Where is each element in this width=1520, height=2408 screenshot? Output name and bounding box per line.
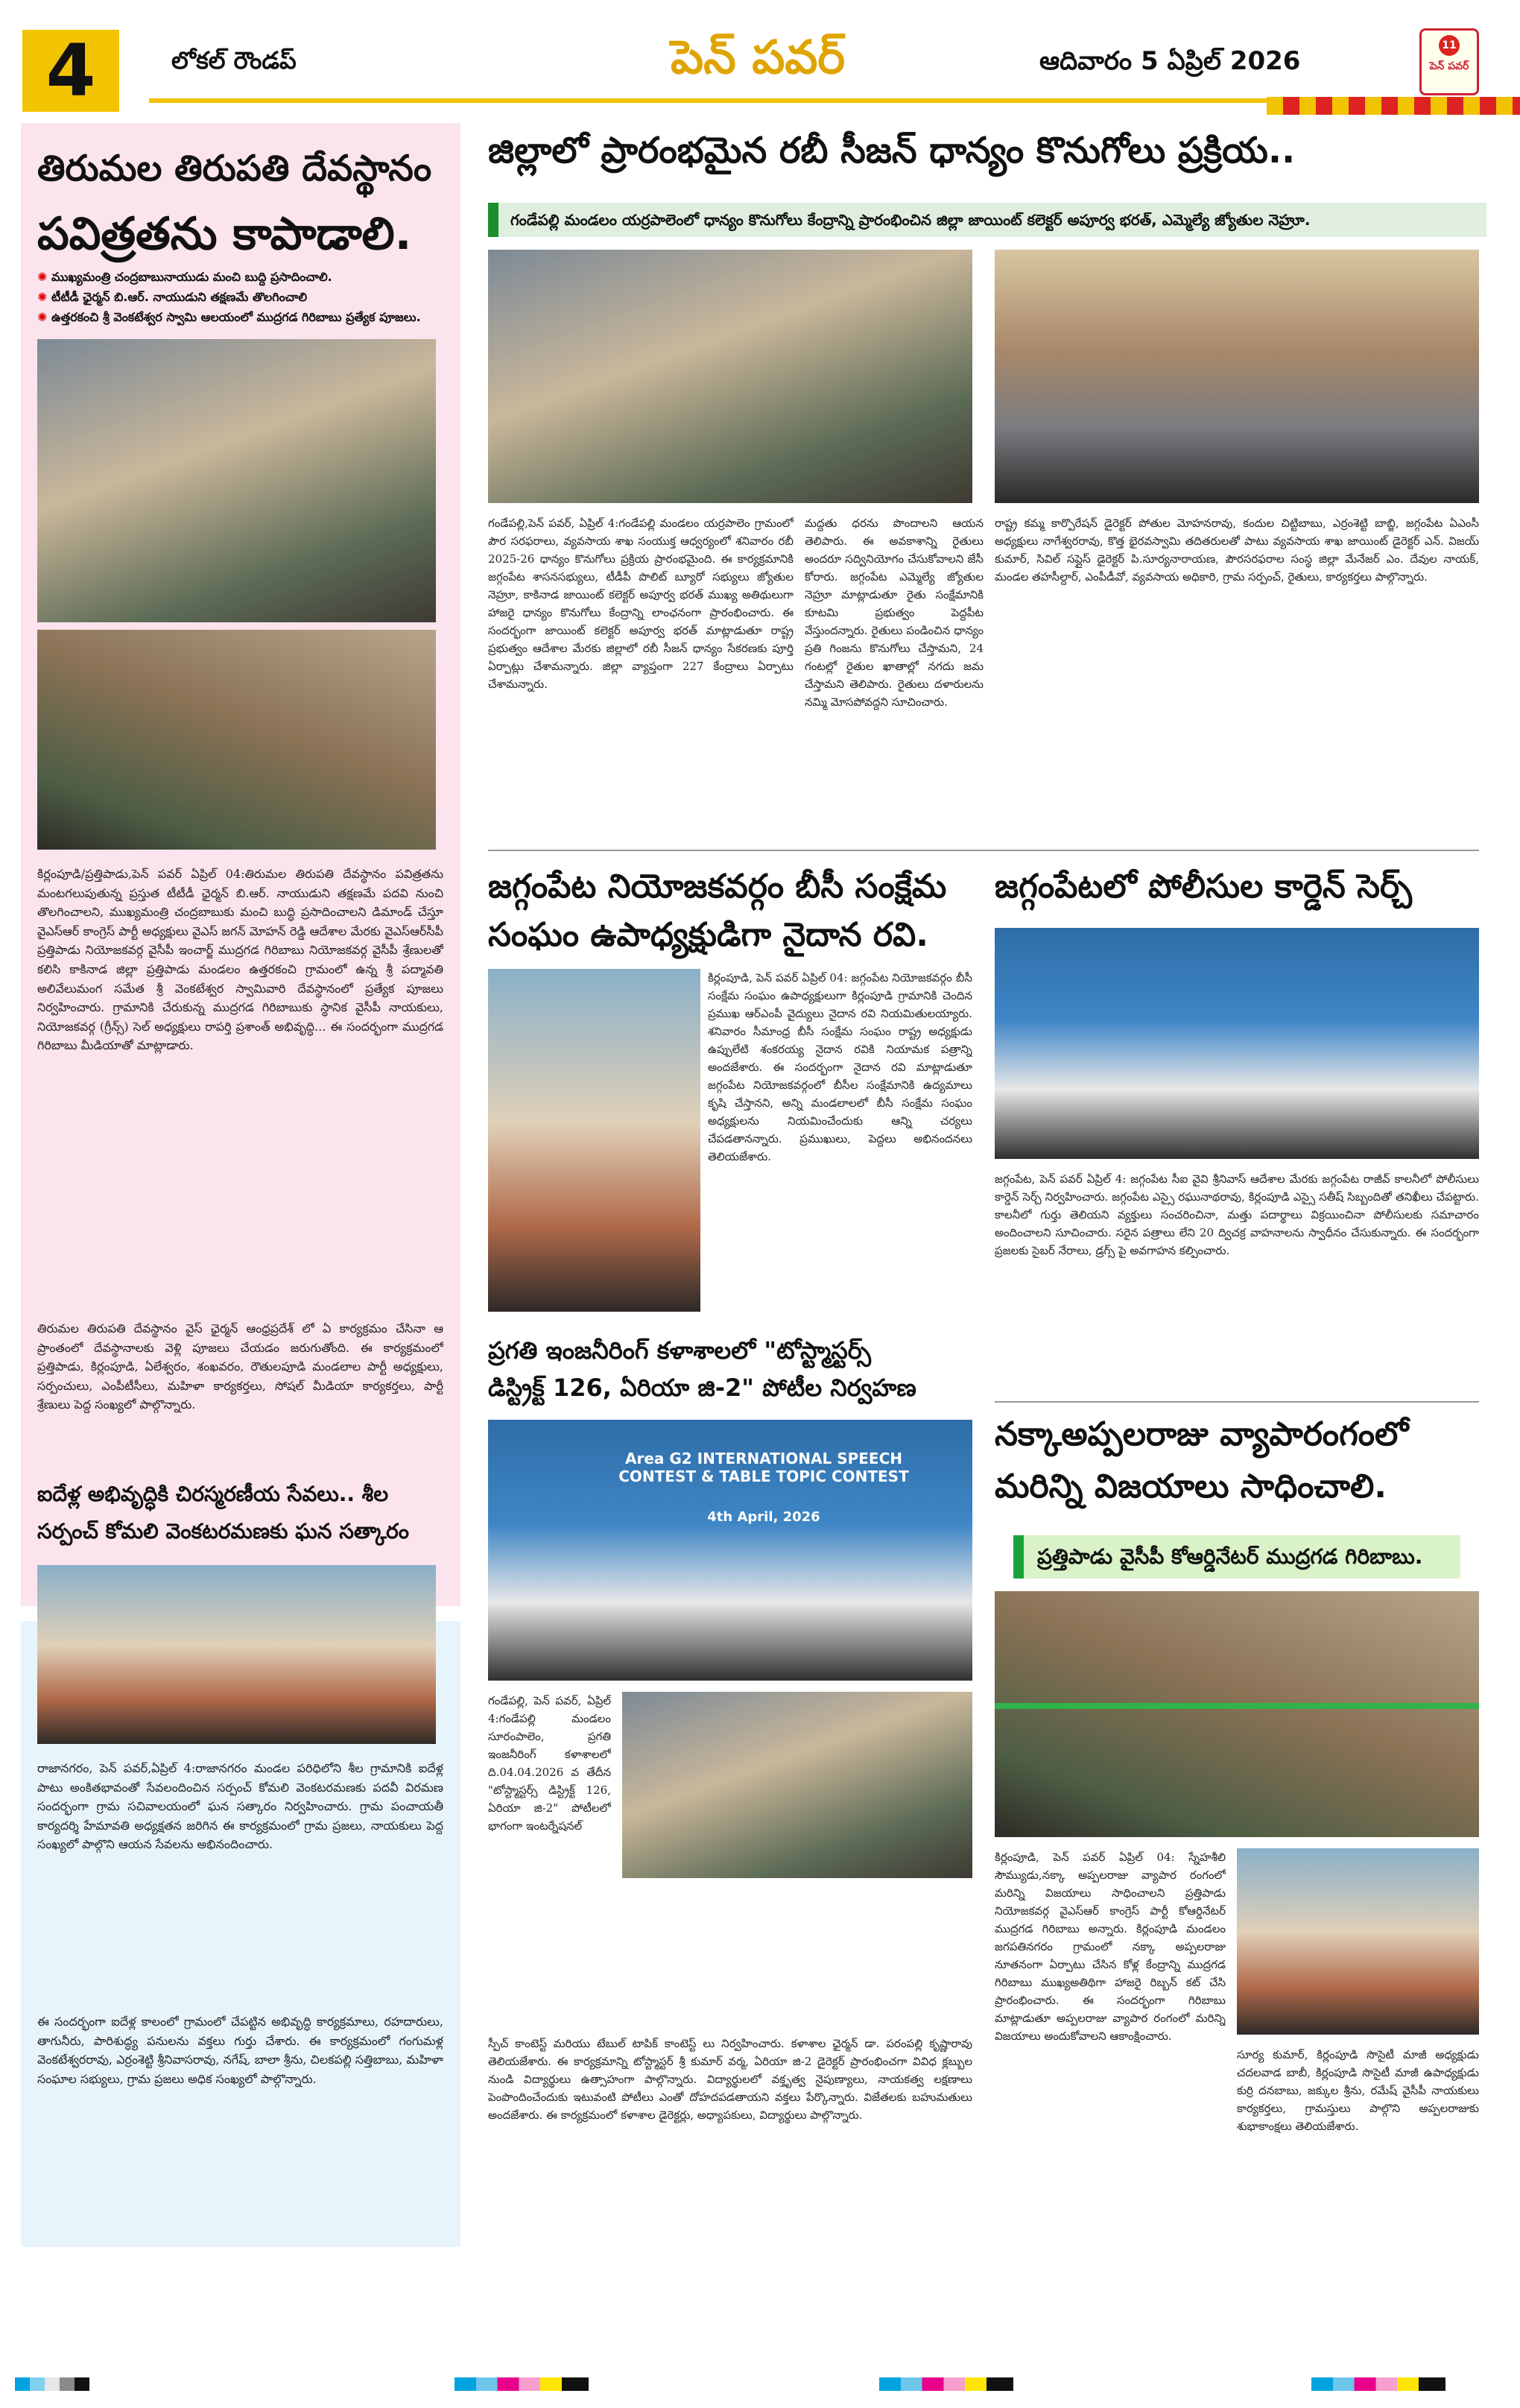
ttd-bullet: ✺ ముఖ్యమంత్రి చంద్రబాబునాయుడు మంచి బుద్ది ప్రసాదించాలి. — [37, 267, 455, 287]
toast-headline-2: డిస్ట్రిక్ట్ 126, ఏరియా జి-2" పోటీల నిర్వహణ — [488, 1374, 916, 1402]
sheela-headline-2: సర్పంచ్ కోమలి వెంకటరమణకు ఘన సత్కారం — [37, 1519, 409, 1543]
toast-headline-1: ప్రగతి ఇంజనీరింగ్ కళాశాలలో "టోస్ట్మాస్టర్స్ — [488, 1336, 872, 1365]
nakka-article-body-2: సూర్య కుమార్, కిర్లంపూడి సొసైటీ మాజీ అధ్యక్షుడు చదలవాడ బాబీ, కిర్లంపూడి సొసైటీ మాజీ ఉపాధ్యక్షుడు కుర్రి దనబాబు, జక్కుల శ్రీను, రమేష్ వైసీపీ నాయకులు కార్యకర్తలు, గ్రామస్తులు పాల్గొని అప్పలరాజుకు శుభాకాంక్షలు తెలియజేశారు. — [1237, 2048, 1479, 2133]
bc-headline-1: జగ్గంపేట నియోజకవర్గం బీసీ సంక్షేమ — [488, 868, 947, 906]
police-headline: జగ్గంపేటలో పోలీసుల కార్డెన్ సెర్చ్ — [995, 868, 1413, 906]
rabi-photo-truck — [995, 250, 1479, 503]
rabi-photo-inauguration — [488, 250, 972, 503]
print-color-bar — [879, 2377, 1013, 2391]
print-color-bar — [15, 2377, 89, 2391]
print-color-bar — [1311, 2377, 1445, 2391]
ttd-article-body-2: తిరుమల తిరుపతి దేవస్థానం వైస్ ఛైర్మన్ ఆంధ్రప్రదేశ్ లో ఏ కార్యక్రమం చేసినా ఆ ప్రాంతంలో దేవస్థానాలకు వెళ్లి పూజలు చేయడం జరుగుతోంది. ఈ కార్యక్రమంలో ప్రత్తిపాడు, కిర్లంపూడి, ఏలేశ్వరం, శంఖవరం, రౌతులపూడి మండలాల పార్టీ అధ్యక్షులు, సర్పంచులు, ఎంపీటీసీలు, మహిళా కార్యకర్తలు, సోషల్ మీడియా కార్యకర్తలు, పార్టీ శ్రేణులు పెద్ద సంఖ్యలో పాల్గొన్నారు. — [37, 1321, 443, 1412]
header-rule — [149, 98, 1378, 103]
police-photo — [995, 928, 1479, 1159]
page-number: 4 — [22, 30, 119, 112]
nakka-headline-1: నక్కాఅప్పలరాజు వ్యాపారంగంలో — [995, 1415, 1409, 1453]
toast-banner-text: Area G2 INTERNATIONAL SPEECH CONTEST & TABLE TOPIC CONTEST — [618, 1450, 909, 1485]
ttd-bullet: ✺ ఉత్తరకంచి శ్రీ వెంకటేశ్వర స్వామి ఆలయంలో ముద్రగడ గిరిబాబు ప్రత్యేక పూజలు. — [37, 307, 455, 327]
rabi-col-2: మద్దతు ధరను పొందాలని ఆయన తెలిపారు. ఈ అవకాశాన్ని రైతులు అందరూ సద్వినియోగం చేసుకోవాలని జేసీ కోరారు. జగ్గంపేట ఎమ్మెల్యే జ్యోతుల నెహ్రూ మాట్లాడుతూ రైతు సంక్షేమానికి కూటమి ప్రభుత్వం పెద్దపీట వేస్తుందన్నారు. రైతులు పండించిన ధాన్యం ప్రతి గింజను కొనుగోలు చేస్తామని, 24 గంటల్లో రైతుల ఖాతాల్లో నగదు జమ చేస్తామని తెలిపారు. రైతులు దళారులను నమ్మి మోసపోవద్దని సూచించారు. — [805, 516, 984, 709]
ttd-headline-2: పవిత్రతను కాపాడాలి. — [37, 208, 412, 260]
sheela-article-body-2: ఈ సందర్భంగా ఐదేళ్ల కాలంలో గ్రామంలో చేపట్టిన అభివృద్ధి కార్యక్రమాలు, రహదారులు, తాగునీరు, పారిశుద్ధ్య పనులను వక్తలు గుర్తు చేశారు. ఈ కార్యక్రమంలో గంగుమళ్ల వెంకటేశ్వరరావు, ఎర్రంశెట్టి శ్రీనివాసరావు, నగేష్, బాలా శ్రీను, చిలకపల్లి సత్తిబాబు, మహిళా సంఘాల సభ్యులు, గ్రామ ప్రజలు అధిక సంఖ్యలో పాల్గొన్నారు. — [37, 2014, 443, 2086]
ttd-article-body: కిర్లంపూడి/ప్రత్తిపాడు,పెన్ పవర్ ఏప్రిల్ 04:తిరుమల తిరుపతి దేవస్థానం పవిత్రతను మంటగలుపుతున్న ప్రస్తుత టీటీడీ ఛైర్మన్ బి.ఆర్. నాయుడుని తక్షణమే పదవి నుంచి తొలగించాలని, ముఖ్యమంత్రి చంద్రబాబుకు మంచి బుద్ధి ప్రసాదించాలని డిమాండ్ చేస్తూ వైఎస్ఆర్ కాంగ్రెస్ పార్టీ అధ్యక్షులు వైఎస్ జగన్ మోహన్ రెడ్డి ఆదేశాల మేరకు వైఎస్ఆర్‌సీపీ ప్రత్తిపాడు నియోజకవర్గ వైసీపీ ఇంచార్జ్ ముద్రగడ గిరిబాబు నియోజకవర్గ వైసీపీ శ్రేణులతో కలిసి కాకినాడ జిల్లా ప్రత్తిపాడు మండలం ఉత్తరకంచి గ్రామంలో ఉన్న శ్రీ పద్మావతి అలివేలుమంగ సమేత శ్రీ వెంకటేశ్వర స్వామివారి దేవస్థానంలో ప్రత్యేక పూజలు నిర్వహించారు. గ్రామానికి చేరుకున్న ముద్రగడ గిరిబాబుకు స్థానిక వైసీపీ నాయకులు, నియోజకవర్గ (గ్రీన్స్) సెల్ అధ్యక్షులు రాపర్తి ప్రశాంత్ అభివృద్ధి... ఈ సందర్భంగా ముద్రగడ గిరిబాబు మీడియాతో మాట్లాడారు. — [37, 867, 443, 1053]
print-color-bar — [455, 2377, 589, 2391]
paper-name: పెన్ పవర్ — [671, 30, 846, 84]
green-ribbon — [995, 1703, 1479, 1709]
paper-logo — [1419, 28, 1479, 95]
toast-photo-group — [622, 1692, 972, 1878]
sheela-photo — [37, 1565, 436, 1744]
bc-article-body: కిర్లంపూడి, పెన్ పవర్ ఏప్రిల్ 04: జగ్గంపేట నియోజకవర్గం బీసీ సంక్షేమ సంఘం ఉపాధ్యక్షులుగా కిర్లంపూడి గ్రామానికి చెందిన ప్రముఖ ఆర్ఎంపీ వైద్యులు నైదాన రవి నియమితులయ్యారు. శనివారం సీమాంధ్ర బీసీ సంక్షేమ సంఘం రాష్ట్ర అధ్యక్షుడు ఉప్పులేటి శంకరయ్య నైదాన రవికి నియామక పత్రాన్ని అందజేశారు. ఈ సందర్భంగా నైదాన రవి మాట్లాడుతూ జగ్గంపేట నియోజకవర్గంలో బీసీల సంక్షేమానికి ఉద్యమాలు కృషి చేస్తానని, అన్ని మండలాలలో బీసీ సంక్షేమ సంఘం అధ్యక్షులను నియమించేందుకు ఆన్ని చర్యలు చేపడతానన్నారు. ప్రముఖులు, పెద్దలు అభినందనలు తెలియజేశారు. — [708, 971, 972, 1163]
nakka-photo-group — [1237, 1848, 1479, 2035]
ttd-photo-group — [37, 339, 436, 622]
ttd-headline-1: తిరుమల తిరుపతి దేవస్థానం — [37, 148, 432, 189]
toast-article-lead: గండేపల్లి, పెన్ పవర్, ఏప్రిల్ 4:గండేపల్లి మండలం సూరంపాలెం, ప్రగతి ఇంజనీరింగ్ కళాశాలలో ది.04.04.2026 వ తేదీన "టోస్ట్మాస్టర్స్ డిస్ట్రిక్ట్ 126, ఏరియా జి-2" పోటీలలో భాగంగా ఇంటర్నేషనల్ — [488, 1694, 611, 1833]
rabi-col-1: గండేపల్లి,పెన్ పవర్, ఏప్రిల్ 4:గండేపల్లి మండలం యర్రపాలెం గ్రామంలో పౌర సరఫరాలు, వ్యవసాయ శాఖ సంయుక్త ఆధ్వర్యంలో శనివారం రబీ 2025-26 ధాన్యం కొనుగోలు ప్రక్రియ ప్రారంభమైంది. ఈ కార్యక్రమానికి జగ్గంపేట శాసనసభ్యులు, టీడీపీ పొలిట్ బ్యూరో సభ్యులు జ్యోతుల నెహ్రూ, కాకినాడ జాయింట్ కలెక్టర్ అపూర్వ భరత్ ముఖ్య అతిథులుగా హాజరై ధాన్యం కొనుగోలు కేంద్రాన్ని లాంఛనంగా ప్రారంభించారు. ఈ సందర్భంగా జాయింట్ కలెక్టర్ అపూర్వ భరత్ మాట్లాడుతూ రాష్ట్ర ప్రభుత్వం ఆదేశాల మేరకు జిల్లాలో రబీ సీజన్ ధాన్యం సేకరణకు పూర్తి ఏర్పాట్లు చేశామన్నారు. జిల్లా వ్యాప్తంగా 227 కేంద్రాలు ఏర్పాటు చేశామన్నారు. — [488, 516, 794, 691]
bc-headline-2: సంఘం ఉపాధ్యక్షుడిగా నైదాన రవి. — [488, 916, 928, 954]
logo-text: పెన్ పవర్ — [1429, 60, 1469, 72]
ttd-photo-puja — [37, 630, 436, 850]
nakka-subheading: ప్రత్తిపాడు వైసీపీ కోఆర్డినేటర్ ముద్రగడ గిరిబాబు. — [1013, 1535, 1460, 1579]
toast-banner-date: 4th April, 2026 — [707, 1509, 820, 1525]
bc-portrait — [488, 969, 700, 1312]
rabi-col-3: రాష్ట్ర కమ్మ కార్పొరేషన్ డైరెక్టర్ పోతుల మోహనరావు, కందుల చిట్టిబాబు, ఎర్రంశెట్టి బాబ్జి, జగ్గంపేట ఏఎంసీ అధ్యక్షులు నాగేశ్వరరావు, కొత్త భైరవస్వామి తదితరులతో పాటు వ్యవసాయ శాఖ జాయింట్ డైరెక్టర్ ఎన్. విజయ్ కుమార్, సివిల్ సప్లైస్ డైరెక్టర్ పి.సూర్యనారాయణ, పౌరసరఫరాల సంస్థ జిల్లా మేనేజర్ ఎం. దేవుల నాయక్, మండల తహసీల్దార్, ఎంపీడీవో, వ్యవసాయ అధికారి, గ్రామ సర్పంచ్, రైతులు, కార్యకర్తలు పాల్గొన్నారు. — [995, 516, 1479, 584]
ttd-bullet: ✺ టీటీడీ ఛైర్మన్ బి.ఆర్. నాయుడుని తక్షణమే తొలగించాలి — [37, 287, 455, 307]
logo-mark: 11 — [1439, 35, 1460, 56]
police-article-body: జగ్గంపేట, పెన్ పవర్ ఏప్రిల్ 4: జగ్గంపేట సీఐ వైవి శ్రీనివాస్ ఆదేశాల మేరకు జగ్గంపేట రాజీవ్ కాలనీలో పోలీసులు కార్డెన్ సెర్చ్ నిర్వహించారు. జగ్గంపేట ఎస్సై రఘునాథరావు, కిర్లంపూడి ఎస్సై సతీష్ సిబ్బందితో తనిఖీలు చేపట్టారు. కాలనీలో గుర్తు తెలియని వ్యక్తులు సంచరించినా, మత్తు పదార్థాలు విక్రయించినా పోలీసులకు సమాచారం అందించాలని సూచించారు. సరైన పత్రాలు లేని 20 ద్విచక్ర వాహనాలను స్వాధీనం చేసుకున్నారు. ఈ సందర్భంగా ప్రజలకు సైబర్ నేరాలు, డ్రగ్స్ పై అవగాహన కల్పించారు. — [995, 1172, 1479, 1257]
sheela-article-body: రాజానగరం, పెన్ పవర్,ఏప్రిల్ 4:రాజానగరం మండల పరిధిలోని శీల గ్రామానికి ఐదేళ్ల పాటు అంకితభావంతో సేవలందించిన సర్పంచ్ కోమలి వెంకటరమణకు పదవీ విరమణ సందర్భంగా గ్రామ సచివాలయంలో ఘన సత్కారం నిర్వహించారు. గ్రామ పంచాయతీ కార్యదర్శి హేమావతి అధ్యక్షతన జరిగిన ఈ కార్యక్రమంలో గ్రామ ప్రజలు, నాయకులు పెద్ద సంఖ్యలో పాల్గొని ఆయన సేవలను అభినందించారు. — [37, 1761, 443, 1852]
nakka-headline-2: మరిన్ని విజయాలు సాధించాలి. — [995, 1467, 1387, 1505]
nakka-photo-ribbon — [995, 1591, 1479, 1837]
sheela-headline-1: ఐదేళ్ల అభివృద్ధికి చిరస్మరణీయ సేవలు.. శీల — [37, 1482, 389, 1506]
rabi-headline: జిల్లాలో ప్రారంభమైన రబీ సీజన్ ధాన్యం కొనుగోలు ప్రక్రియ.. — [488, 130, 1296, 171]
section-name: లోకల్ రౌండప్ — [171, 46, 297, 75]
section-divider — [488, 850, 1479, 851]
nakka-article-body: కిర్లంపూడి, పెన్ పవర్ ఏప్రిల్ 04: స్నేహశీలి సౌమ్యుడు,నక్కా అప్పలరాజు వ్యాపార రంగంలో మరిన్ని విజయాలు సాధించాలని ప్రత్తిపాడు నియోజకవర్గ వైఎస్ఆర్ కాంగ్రెస్ పార్టీ కోఆర్డినేటర్ ముద్రగడ గిరిబాబు అన్నారు. కిర్లంపూడి మండలం జగపతినగరం గ్రామంలో నక్కా అప్పలరాజు నూతనంగా ఏర్పాటు చేసిన కోళ్ల కేంద్రాన్ని ముద్రగడ గిరిబాబు ముఖ్యఅతిథిగా హాజరై రిబ్బన్ కట్ చేసి ప్రారంభించారు. ఈ సందర్భంగా గిరిబాబు మాట్లాడుతూ అప్పలరాజు వ్యాపార రంగంలో మరిన్ని విజయాలు అందుకోవాలని ఆకాంక్షించారు. — [995, 1851, 1226, 2043]
issue-date: ఆదివారం 5 ఏప్రిల్ 2026 — [1039, 46, 1301, 76]
rabi-subheading: గండేపల్లి మండలం యర్రపాలెంలో ధాన్యం కొనుగోలు కేంద్రాన్ని ప్రారంభించిన జిల్లా జాయింట్ కలెక్టర్ అపూర్వ భరత్, ఎమ్మెల్యే జ్యోతుల నెహ్రూ. — [488, 203, 1486, 237]
toast-photo-stage — [488, 1420, 972, 1681]
ttd-bullets — [37, 267, 455, 328]
section-divider — [995, 1401, 1479, 1403]
toast-article-body: స్పీచ్ కాంటెస్ట్ మరియు టేబుల్ టాపిక్ కాంటెస్ట్ లు నిర్వహించారు. కళాశాల ఛైర్మన్ డా. పరంపల్లి కృష్ణారావు తెలియజేశారు. ఈ కార్యక్రమాన్ని టోస్ట్మాస్టర్ శ్రీ కుమార్ వర్మ, ఏరియా జి-2 డైరెక్టర్ ప్రారంభించగా వివిధ క్లబ్బుల నుండి విద్యార్థులు ఉత్సాహంగా పాల్గొన్నారు. విద్యార్థులలో వక్తృత్వ నైపుణ్యాలు, నాయకత్వ లక్షణాలు పెంపొందించేందుకు ఇటువంటి పోటీలు ఎంతో దోహదపడతాయని వక్తలు పేర్కొన్నారు. విజేతలకు బహుమతులు అందజేశారు. ఈ కార్యక్రమంలో కళాశాల డైరెక్టర్లు, అధ్యాపకులు, విద్యార్థులు పాల్గొన్నారు. — [488, 2037, 972, 2122]
header-stripes — [1267, 97, 1520, 115]
